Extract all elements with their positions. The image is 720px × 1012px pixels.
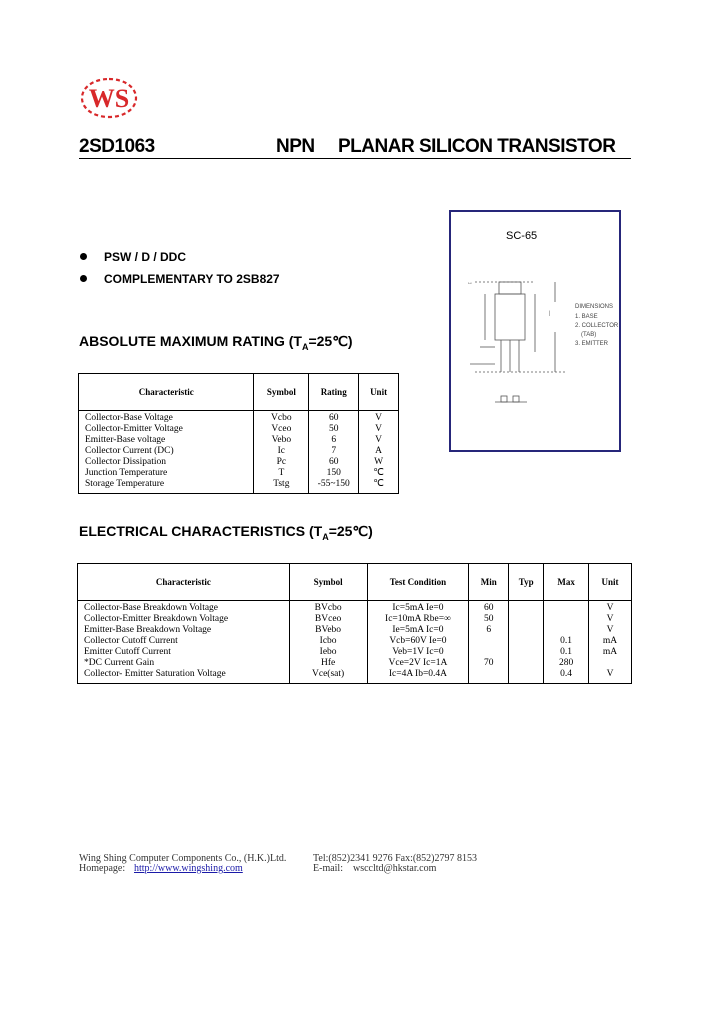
table-cell xyxy=(589,658,632,669)
table-cell xyxy=(469,647,509,658)
column-header: Symbol xyxy=(254,374,309,411)
table-cell: BVcbo xyxy=(289,601,367,615)
column-header: Characteristic xyxy=(78,564,290,601)
table-cell: Collector-Base Breakdown Voltage xyxy=(78,601,290,615)
table-row xyxy=(79,435,399,446)
table-cell: Vce(sat) xyxy=(289,669,367,684)
table-cell: 6 xyxy=(469,625,509,636)
homepage-link[interactable]: http://www.wingshing.com xyxy=(134,863,243,874)
table-cell: Ic xyxy=(254,446,309,457)
table-cell: V xyxy=(606,603,614,613)
table-cell xyxy=(469,669,509,684)
table-cell: Vebo xyxy=(254,435,309,446)
feature-item xyxy=(80,250,186,264)
table-cell: Emitter-Base Breakdown Voltage xyxy=(78,625,290,636)
table-cell: Ic=4A Ib=0.4A xyxy=(367,669,469,684)
table-cell: 0.1 xyxy=(544,636,589,647)
table-cell: V xyxy=(606,614,614,624)
table-cell: Iebo xyxy=(289,647,367,658)
footer-phone-fax: Tel:(852)2341 9276 Fax:(852)2797 8153 xyxy=(313,853,478,864)
table-cell: Veb=1V Ic=0 xyxy=(367,647,469,658)
elec-char-table xyxy=(77,563,632,684)
table-cell: ℃ xyxy=(373,468,384,478)
table-row xyxy=(78,647,632,658)
table-row xyxy=(78,658,632,669)
package-dims-label: DIMENSIONS xyxy=(575,304,614,310)
table-cell: Ie=5mA Ic=0 xyxy=(367,625,469,636)
table-cell: Collector Cutoff Current xyxy=(78,636,290,647)
table-cell: V xyxy=(375,424,382,434)
table-cell: W xyxy=(374,457,384,467)
table-cell: Collector-Emitter Breakdown Voltage xyxy=(78,614,290,625)
table-cell: Collector-Emitter Voltage xyxy=(79,424,254,435)
transistor-type: NPN xyxy=(276,136,315,157)
table-cell xyxy=(509,601,544,615)
table-cell xyxy=(509,636,544,647)
table-row xyxy=(79,479,399,494)
table-cell: Collector Dissipation xyxy=(79,457,254,468)
column-header: Max xyxy=(544,564,589,601)
table-cell: mA xyxy=(602,636,618,646)
table-cell xyxy=(509,614,544,625)
table-cell xyxy=(544,601,589,615)
bullet-icon xyxy=(80,275,87,282)
column-header: Typ xyxy=(509,564,544,601)
table-cell: 60 xyxy=(309,411,359,425)
column-header: Characteristic xyxy=(79,374,254,411)
table-cell: 0.4 xyxy=(544,669,589,684)
table-row xyxy=(79,468,399,479)
table-cell: Emitter-Base voltage xyxy=(79,435,254,446)
pin-label: (TAB) xyxy=(581,332,597,338)
table-cell: 150 xyxy=(309,468,359,479)
column-header: Unit xyxy=(359,374,399,411)
table-header-row xyxy=(78,564,632,601)
column-header: Min xyxy=(469,564,509,601)
pin-label: 2. COLLECTOR xyxy=(575,323,619,329)
table-cell xyxy=(509,669,544,684)
table-row xyxy=(79,457,399,468)
table-cell: V xyxy=(375,413,382,423)
table-row xyxy=(78,669,632,684)
table-cell: Vcbo xyxy=(254,411,309,425)
table-cell: 70 xyxy=(469,658,509,669)
table-cell: Ic=5mA Ie=0 xyxy=(367,601,469,615)
footer-company: Wing Shing Computer Components Co., (H.K.)Ltd. xyxy=(79,853,287,864)
table-cell: T xyxy=(254,468,309,479)
table-cell: 50 xyxy=(309,424,359,435)
table-cell: Vceo xyxy=(254,424,309,435)
table-cell: Collector Current (DC) xyxy=(79,446,254,457)
page-title: PLANAR SILICON TRANSISTOR xyxy=(338,136,616,157)
table-cell: Hfe xyxy=(289,658,367,669)
abs-max-title: ABSOLUTE MAXIMUM RATING $(T_A=25℃)$ xyxy=(79,333,353,352)
table-cell xyxy=(509,625,544,636)
table-cell xyxy=(544,625,589,636)
table-cell: Vce=2V Ic=1A xyxy=(367,658,469,669)
table-cell: V xyxy=(606,669,614,679)
column-header: Rating xyxy=(309,374,359,411)
table-cell: 0.1 xyxy=(544,647,589,658)
package-outline-drawing xyxy=(455,272,619,418)
table-cell: 6 xyxy=(309,435,359,446)
feature-text: PSW / D / DDC xyxy=(104,250,187,264)
table-cell: 280 xyxy=(544,658,589,669)
table-row xyxy=(78,636,632,647)
column-header: Test Condition xyxy=(367,564,469,601)
logo-text: WS xyxy=(88,84,130,113)
table-row xyxy=(79,411,399,425)
table-cell xyxy=(469,636,509,647)
table-cell: 60 xyxy=(469,601,509,615)
column-header: Unit xyxy=(589,564,632,601)
feature-text: COMPLEMENTARY TO 2SB827 xyxy=(104,272,280,286)
table-row xyxy=(78,625,632,636)
table-cell: ℃ xyxy=(373,479,384,489)
svg-text:—: — xyxy=(547,310,553,316)
table-cell: BVebo xyxy=(289,625,367,636)
footer-email: wsccltd@hkstar.com xyxy=(353,863,437,874)
table-cell: 7 xyxy=(309,446,359,457)
table-cell: Ic=10mA Rbe=∞ xyxy=(367,614,469,625)
abs-max-table xyxy=(78,373,399,494)
table-cell: V xyxy=(375,435,382,445)
table-cell xyxy=(544,614,589,625)
table-cell: 60 xyxy=(309,457,359,468)
table-cell: *DC Current Gain xyxy=(78,658,290,669)
table-cell: 50 xyxy=(469,614,509,625)
feature-item xyxy=(80,272,280,286)
package-tab xyxy=(499,282,521,294)
column-header: Symbol xyxy=(289,564,367,601)
table-row xyxy=(79,446,399,457)
footer-homepage-label: Homepage: xyxy=(79,863,126,874)
bullet-icon xyxy=(80,253,87,260)
part-number: 2SD1063 xyxy=(79,136,155,157)
table-cell: V xyxy=(606,625,614,635)
table-row xyxy=(78,614,632,625)
table-cell xyxy=(509,647,544,658)
table-cell: -55~150 xyxy=(309,479,359,494)
pin-label: 1. BASE xyxy=(575,314,598,320)
table-header-row xyxy=(79,374,399,411)
package-name: SC-65 xyxy=(506,230,538,242)
table-row xyxy=(79,424,399,435)
table-cell: A xyxy=(375,446,382,456)
footer-email-label: E-mail: xyxy=(313,863,343,874)
table-cell: Collector-Base Voltage xyxy=(79,411,254,425)
table-cell: Icbo xyxy=(289,636,367,647)
table-cell xyxy=(509,658,544,669)
table-cell: Vcb=60V Ie=0 xyxy=(367,636,469,647)
svg-text:↔: ↔ xyxy=(467,280,473,286)
table-cell: Collector- Emitter Saturation Voltage xyxy=(78,669,290,684)
table-cell: Pc xyxy=(254,457,309,468)
table-cell: Emitter Cutoff Current xyxy=(78,647,290,658)
pin-label: 3. EMITTER xyxy=(575,341,609,347)
company-logo xyxy=(78,76,140,120)
table-cell: Storage Temperature xyxy=(79,479,254,494)
package-body xyxy=(495,294,525,340)
elec-char-title: ELECTRICAL CHARACTERISTICS $(T_A=25℃)$ xyxy=(79,523,373,542)
table-cell: BVceo xyxy=(289,614,367,625)
table-cell: Junction Temperature xyxy=(79,468,254,479)
table-cell: Tstg xyxy=(254,479,309,494)
title-divider xyxy=(79,158,631,159)
table-row xyxy=(78,601,632,615)
table-cell: mA xyxy=(602,647,618,657)
